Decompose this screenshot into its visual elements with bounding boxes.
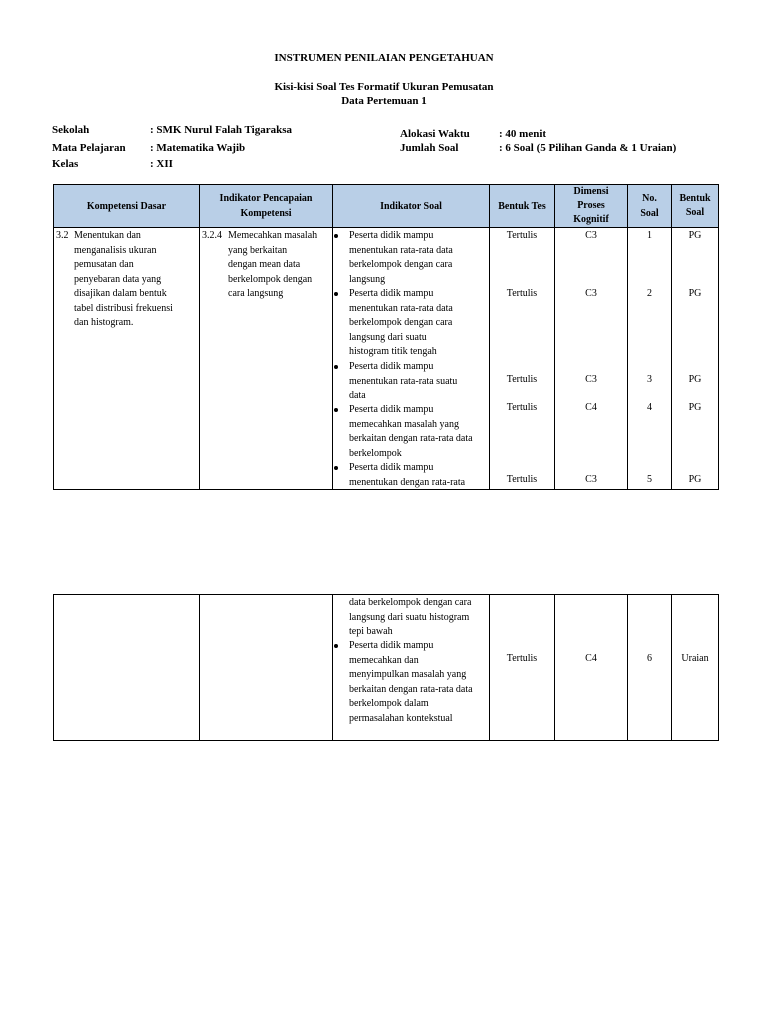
header-indikator-soal: Indikator Soal [333,185,490,228]
indikator-line: Peserta didik mampu [349,288,434,299]
bentuk-tes-value: Tertulis [506,230,538,241]
kd-text [74,229,173,331]
bentuk-soal-value: PG [688,288,702,299]
indikator-line: data [349,390,366,401]
bentuk-tes-value: Tertulis [506,374,538,385]
dimensi-cell [555,228,628,490]
ipk-cell-continued [200,595,333,741]
indikator-line: tepi bawah [349,626,393,637]
ipk-text-line: berkelompok dengan [228,273,313,285]
ipk-cell [200,228,333,490]
indikator-line: menentukan rata-rata data [349,302,453,314]
indikator-line: menentukan dengan rata-rata [349,476,466,488]
ipk-text-line: yang berkaitan [228,244,288,256]
dimensi-cell-continued [555,595,628,741]
document-title: INSTRUMEN PENILAIAN PENGETAHUAN [274,52,494,64]
kelas-label: Kelas [52,158,79,170]
dimensi-value: C3 [585,474,597,485]
indikator-line: langsung dari suatu histogram [349,611,470,623]
indikator-item-continued [349,596,471,640]
indikator-line: histogram titik tengah [349,346,437,357]
no-soal-value: 3 [647,374,652,385]
document-subtitle-2: Data Pertemuan 1 [341,95,427,107]
header-no-soal: No. Soal [628,185,672,228]
kd-text-line: menganalisis ukuran [74,244,157,256]
dimensi-value: C4 [585,653,597,664]
indikator-line: Peserta didik mampu [349,230,434,241]
ipk-number: 3.2.4 [202,230,222,241]
jumlah-soal-label: Jumlah Soal [400,142,459,154]
bentuk-tes-value: Tertulis [506,474,538,485]
bullet-icon [334,234,338,238]
kd-text-line: pemusatan dan [74,259,134,270]
bullet-icon [334,365,338,369]
indikator-line: berkelompok [349,447,402,459]
header-bentuk-soal: Bentuk Soal [672,185,719,228]
header-ipk: Indikator Pencapaian Kompetensi [200,185,333,228]
mapel-label: Mata Pelajaran [52,142,126,154]
dimensi-value: C3 [585,230,597,241]
bentuk-soal-cell [672,228,719,490]
indikator-line: berkelompok dengan cara [349,317,453,328]
indikator-item [349,403,473,461]
dimensi-value: C3 [585,374,597,385]
indikator-item [349,360,457,404]
indikator-item [349,287,453,360]
bentuk-tes-cell [490,228,555,490]
sekolah-label: Sekolah [52,124,90,136]
bentuk-tes-value: Tertulis [506,402,538,413]
bentuk-soal-value: PG [688,374,702,385]
mapel-value: : Matematika Wajib [150,142,246,154]
indikator-line: Peserta didik mampu [349,640,434,651]
indikator-line: Peserta didik mampu [349,462,434,473]
indikator-line: Peserta didik mampu [349,361,434,372]
indikator-line: permasalahan kontekstual [349,712,453,724]
indikator-item [349,639,473,726]
bentuk-soal-value: PG [688,402,702,413]
bullet-icon [334,408,338,412]
kd-number: 3.2 [56,230,69,241]
kd-text-line: Menentukan dan [74,230,141,241]
alokasi-value: : 40 menit [499,128,547,140]
bentuk-soal-value: PG [688,230,702,241]
header-dimensi-proses-kognitif: Dimensi Proses Kognitif [555,185,628,228]
indikator-line: berkelompok dengan cara [349,259,453,270]
indikator-line: memecahkan dan [349,654,419,666]
indikator-line: data berkelompok dengan cara [349,597,472,608]
bentuk-soal-value: PG [688,474,702,485]
kd-text-line: disajikan dalam bentuk [74,288,167,299]
no-soal-value: 6 [647,653,652,664]
ipk-text-line: dengan mean data [228,259,301,270]
indikator-line: berkaitan dengan rata-rata data [349,683,473,695]
sekolah-value: : SMK Nurul Falah Tigaraksa [150,124,293,136]
indikator-line: berkaitan dengan rata-rata data [349,433,473,444]
ipk-text [228,229,317,302]
header-bentuk-tes: Bentuk Tes [490,185,555,228]
kompetensi-dasar-cell [54,228,200,490]
no-soal-value: 5 [647,474,652,485]
kd-text-line: dan histogram. [74,317,134,328]
indikator-item [349,461,465,490]
header-kompetensi-dasar: Kompetensi Dasar [54,185,200,228]
bullet-icon [334,292,338,296]
kisi-kisi-table [53,184,719,490]
no-soal-cell [628,228,672,490]
kompetensi-dasar-cell-continued [54,595,200,741]
ipk-text-line: Memecahkan masalah [228,230,318,241]
bullet-icon [334,644,338,648]
bentuk-soal-value: Uraian [681,653,709,664]
indikator-line: Peserta didik mampu [349,404,434,415]
indikator-line: langsung dari suatu [349,331,427,343]
bentuk-soal-cell-continued [672,595,719,741]
no-soal-value: 1 [647,230,652,241]
kisi-kisi-table-continued [53,594,719,741]
indikator-line: menentukan rata-rata suatu [349,375,458,387]
kd-text-line: tabel distribusi frekuensi [74,302,173,314]
dimensi-value: C4 [585,402,597,413]
kd-text-line: penyebaran data yang [74,273,162,285]
indikator-line: menentukan rata-rata data [349,244,453,256]
indikator-soal-cell [333,228,490,490]
bentuk-tes-value: Tertulis [506,288,538,299]
kelas-value: : XII [150,158,173,170]
no-soal-value: 4 [647,402,652,413]
indikator-line: berkelompok dalam [349,698,429,709]
bentuk-tes-value: Tertulis [506,653,538,664]
no-soal-value: 2 [647,288,652,299]
jumlah-soal-value: : 6 Soal (5 Pilihan Ganda & 1 Uraian) [499,142,677,154]
indikator-line: langsung [349,273,386,285]
dimensi-value: C3 [585,288,597,299]
ipk-text-line: cara langsung [228,288,284,299]
indikator-line: memecahkan masalah yang [349,418,459,430]
bullet-icon [334,466,338,470]
document-subtitle: Kisi-kisi Soal Tes Formatif Ukuran Pemusatan [274,81,494,93]
alokasi-label: Alokasi Waktu [400,128,470,140]
no-soal-cell-continued [628,595,672,741]
bentuk-tes-cell-continued [490,595,555,741]
indikator-soal-cell-continued [333,595,490,741]
indikator-item [349,229,453,287]
indikator-line: menyimpulkan masalah yang [349,669,467,680]
